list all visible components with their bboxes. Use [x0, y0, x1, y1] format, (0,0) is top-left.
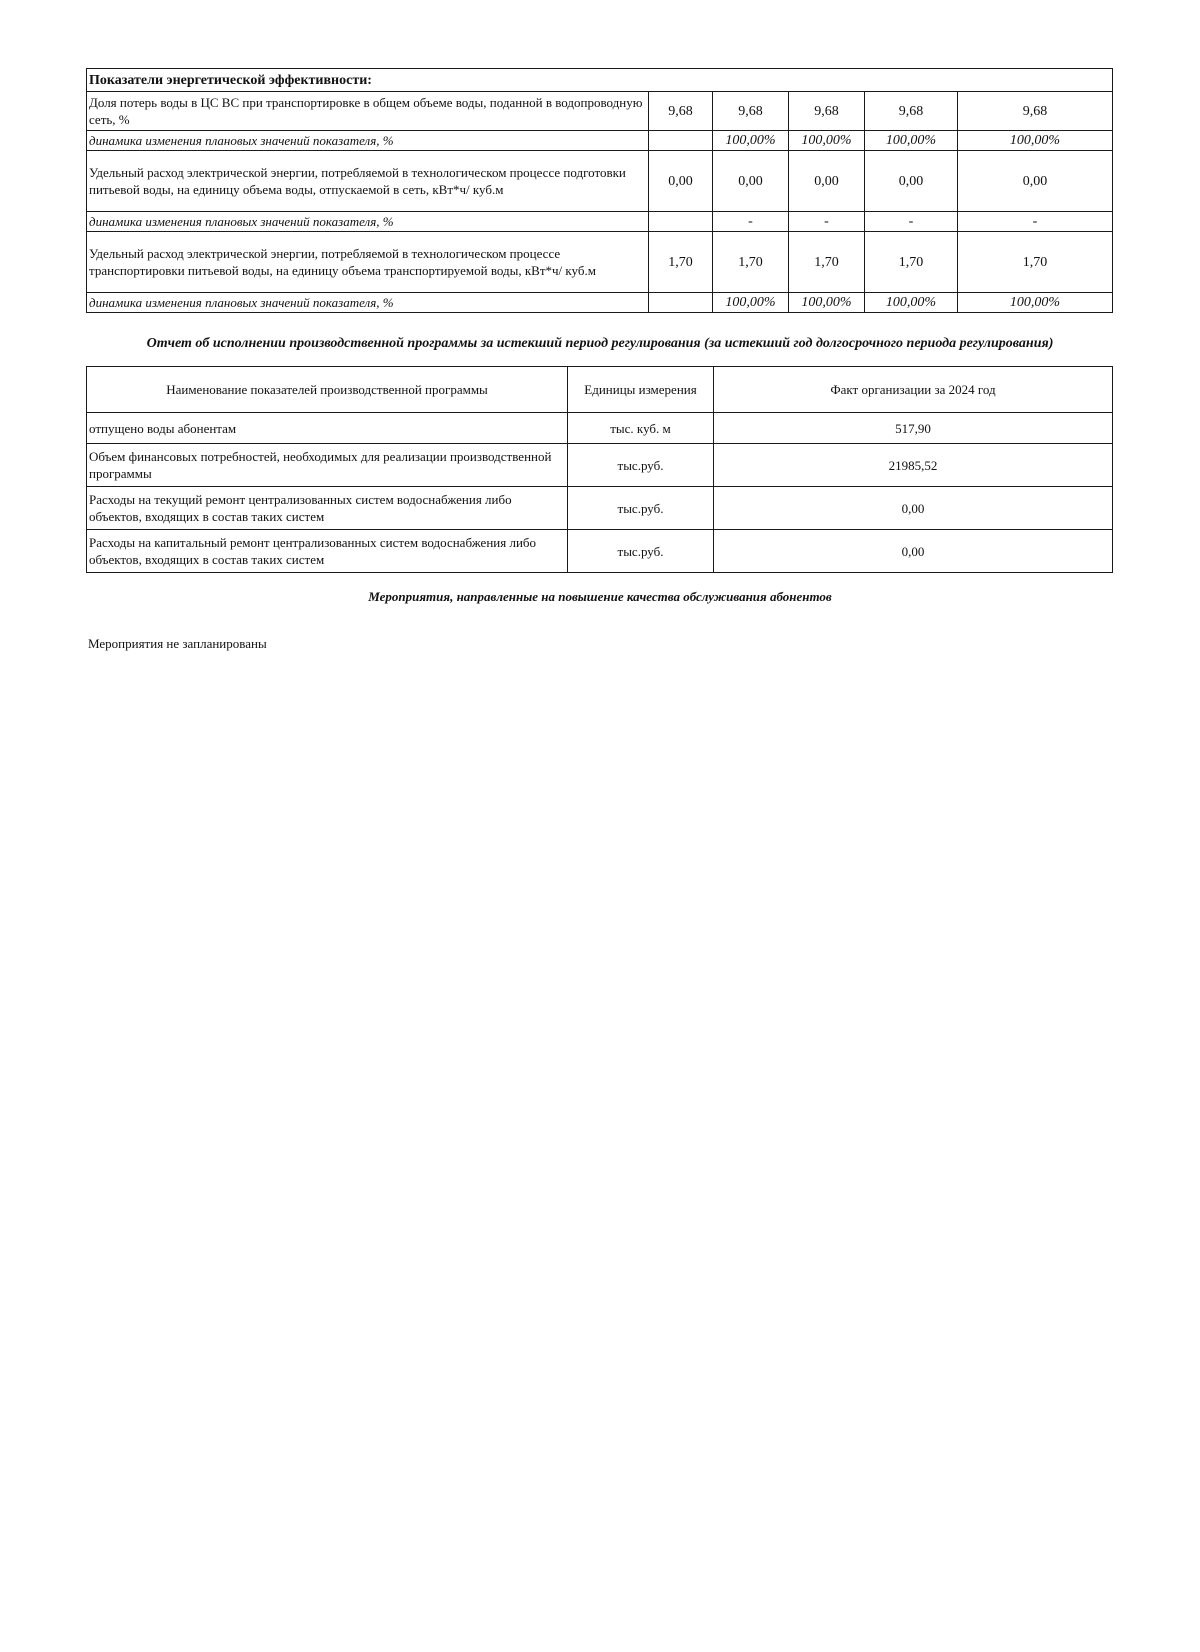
table-row [87, 444, 1113, 487]
table-row [87, 413, 1113, 444]
table-row [87, 530, 1113, 573]
value-cell: 9,68 [958, 92, 1113, 131]
unit-cell: тыс. куб. м [568, 413, 714, 444]
indicator-name: Расходы на текущий ремонт централизованных систем водоснабжения либо объектов, входящих в состав таких систем [87, 487, 568, 530]
value-cell: 517,90 [714, 413, 1113, 444]
row-label: динамика изменения плановых значений показателя, % [87, 293, 649, 313]
value-cell: 1,70 [958, 232, 1113, 293]
value-cell: - [958, 212, 1113, 232]
value-cell: - [865, 212, 958, 232]
table-row [87, 232, 1113, 293]
indicator-name: Расходы на капитальный ремонт централизованных систем водоснабжения либо объектов, входящих в состав таких систем [87, 530, 568, 573]
indicator-name: Объем финансовых потребностей, необходимых для реализации производственной программы [87, 444, 568, 487]
measures-note: Мероприятия не запланированы [88, 636, 267, 651]
value-cell: 0,00 [714, 530, 1113, 573]
table-row [87, 212, 1113, 232]
value-cell: 0,00 [649, 151, 713, 212]
efficiency-header: Показатели энергетической эффективности: [87, 69, 1113, 92]
value-cell: 0,00 [789, 151, 865, 212]
value-cell: 100,00% [958, 131, 1113, 151]
value-cell: 0,00 [714, 487, 1113, 530]
row-label: динамика изменения плановых значений показателя, % [87, 212, 649, 232]
value-cell: 1,70 [789, 232, 865, 293]
value-cell: 100,00% [789, 131, 865, 151]
value-cell: - [713, 212, 789, 232]
value-cell: - [789, 212, 865, 232]
indicator-name: отпущено воды абонентам [87, 413, 568, 444]
table-row [87, 487, 1113, 530]
row-label: Удельный расход электрической энергии, потребляемой в технологическом процессе подготовки питьевой воды, на единицу объема воды, отпускаемой в сеть, кВт*ч/ куб.м [87, 151, 649, 212]
energy-efficiency-table [86, 68, 1113, 313]
table-row [87, 151, 1113, 212]
value-cell: 100,00% [713, 293, 789, 313]
column-header: Факт организации за 2024 год [714, 367, 1113, 413]
unit-cell: тыс.руб. [568, 487, 714, 530]
table-header-row [87, 69, 1113, 92]
value-cell [649, 293, 713, 313]
value-cell: 1,70 [713, 232, 789, 293]
table-row [87, 293, 1113, 313]
measures-title: Мероприятия, направленные на повышение качества обслуживания абонентов [368, 589, 832, 604]
value-cell: 9,68 [649, 92, 713, 131]
value-cell: 1,70 [865, 232, 958, 293]
value-cell: 100,00% [789, 293, 865, 313]
value-cell: 0,00 [713, 151, 789, 212]
column-header: Наименование показателей производственной программы [87, 367, 568, 413]
column-header: Единицы измерения [568, 367, 714, 413]
table-row [87, 92, 1113, 131]
value-cell: 100,00% [713, 131, 789, 151]
value-cell: 9,68 [789, 92, 865, 131]
report-title: Отчет об исполнении производственной программы за истекший период регулирования (за истекший год долгосрочного периода регулирования) [146, 336, 1054, 351]
production-report-table [86, 366, 1113, 573]
value-cell: 9,68 [865, 92, 958, 131]
value-cell: 100,00% [865, 293, 958, 313]
value-cell: 1,70 [649, 232, 713, 293]
table-row [87, 131, 1113, 151]
value-cell: 9,68 [713, 92, 789, 131]
unit-cell: тыс.руб. [568, 444, 714, 487]
row-label: динамика изменения плановых значений показателя, % [87, 131, 649, 151]
row-label: Доля потерь воды в ЦС ВС при транспортировке в общем объеме воды, поданной в водопроводную сеть, % [87, 92, 649, 131]
value-cell [649, 212, 713, 232]
value-cell: 100,00% [865, 131, 958, 151]
value-cell: 100,00% [958, 293, 1113, 313]
value-cell [649, 131, 713, 151]
row-label: Удельный расход электрической энергии, потребляемой в технологическом процессе транспортировки питьевой воды, на единицу объема транспортируемой воды, кВт*ч/ куб.м [87, 232, 649, 293]
value-cell: 0,00 [958, 151, 1113, 212]
value-cell: 0,00 [865, 151, 958, 212]
table-header-row [87, 367, 1113, 413]
value-cell: 21985,52 [714, 444, 1113, 487]
unit-cell: тыс.руб. [568, 530, 714, 573]
